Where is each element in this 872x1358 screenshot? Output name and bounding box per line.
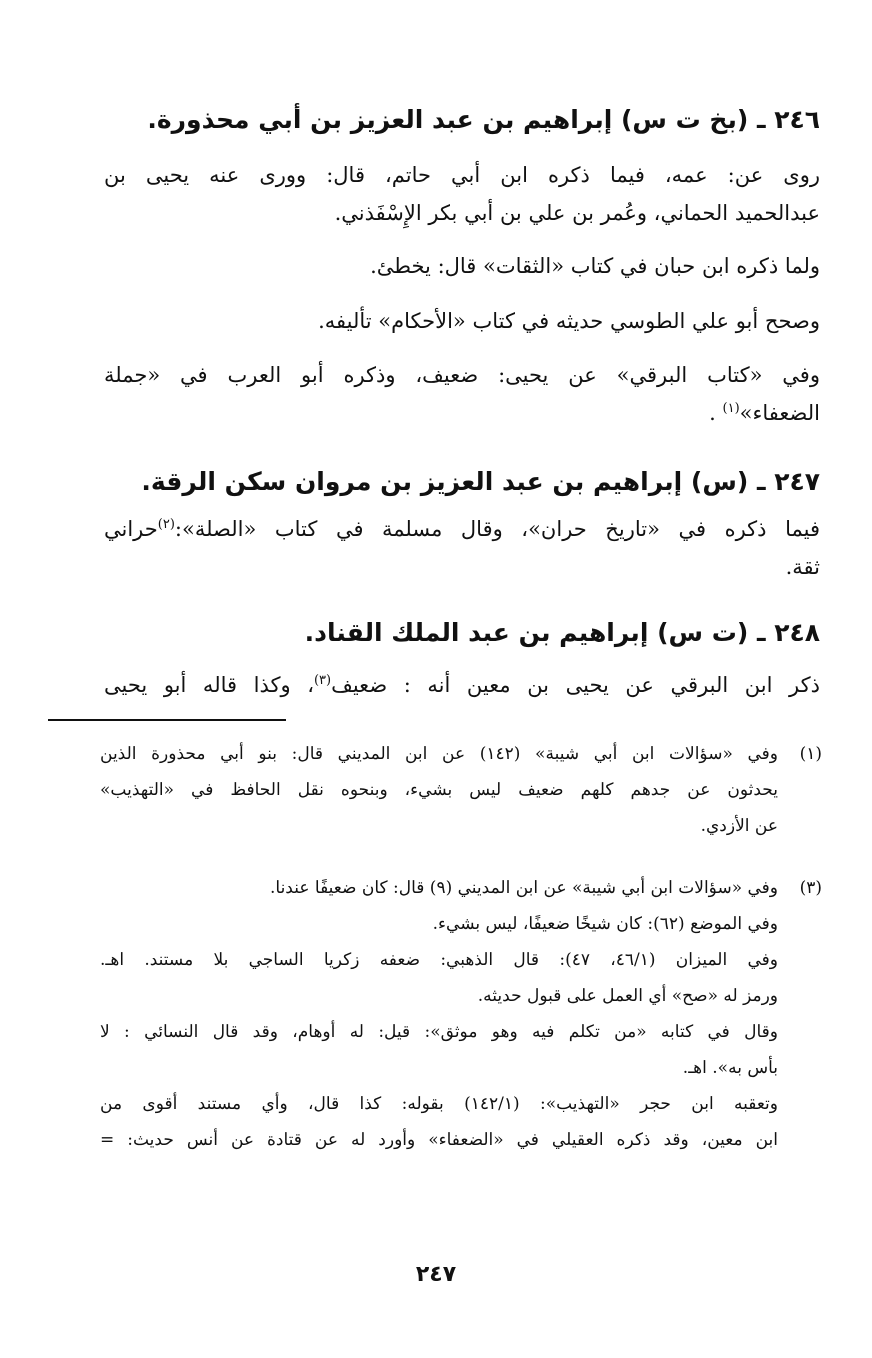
text-line: عبدالحميد الحماني، وعُمر بن علي بن أبي بكر الإِسْفَذني. xyxy=(334,201,820,225)
footnote-line: وفي الميزان (٤٦/١، ٤٧): قال الذهبي: ضعفه زكريا الساجي بلا مستند. اهـ. xyxy=(100,950,778,970)
text-line: روى عن: عمه، فيما ذكره ابن أبي حاتم، قال: وورى عنه يحيى بن xyxy=(104,163,820,187)
footnote-divider xyxy=(48,719,286,721)
footnote-1 xyxy=(100,736,822,844)
entry-246-paragraph-ibn-hibban xyxy=(104,247,820,285)
entry-246-paragraph-tusi xyxy=(104,302,820,340)
text-fragment: الضعفاء» xyxy=(739,401,820,425)
entry-246-paragraph-barqi xyxy=(104,356,820,432)
footnote-body xyxy=(100,870,778,1158)
text-line: ولما ذكره ابن حبان في كتاب «الثقات» قال: يخطئ. xyxy=(370,254,820,278)
text-line: وصحح أبو علي الطوسي حديثه في كتاب «الأحكام» تأليفه. xyxy=(318,309,820,333)
footnote-body xyxy=(100,736,778,844)
text-line xyxy=(104,394,820,432)
footnote-line: ابن معين، وقد ذكره العقيلي في «الضعفاء» وأورد له عن قتادة عن أنس حديث: = xyxy=(100,1130,778,1150)
text-fragment: فيما ذكره في «تاريخ حران»، وقال مسلمة في كتاب «الصلة»: xyxy=(174,517,820,541)
footnote-line: وتعقبه ابن حجر «التهذيب»: (١٤٢/١) بقوله: كذا قال، وأي مستند أقوى من xyxy=(100,1094,778,1114)
entry-246-paragraph-narrators xyxy=(104,156,820,232)
text-line xyxy=(104,666,820,704)
text-line: وفي «كتاب البرقي» عن يحيى: ضعيف، وذكره أبو العرب في «جملة xyxy=(104,363,820,387)
footnote-line: وفي «سؤالات ابن أبي شيبة» عن ابن المديني (٩) قال: كان ضعيفًا عندنا. xyxy=(269,878,778,898)
text-fragment: ، وكذا قاله أبو يحيى xyxy=(104,673,314,697)
entry-247-paragraph xyxy=(104,510,820,586)
footnote-line: يحدثون عن جدهم كلهم ضعيف ليس بشيء، وبنحوه نقل الحافظ في «التهذيب» xyxy=(100,780,778,800)
entry-title-246: ٢٤٦ ـ (بخ ت س) إبراهيم بن عبد العزيز بن أبي محذورة. xyxy=(147,105,820,134)
entry-title-247: ٢٤٧ ـ (س) إبراهيم بن عبد العزيز بن مروان سكن الرقة. xyxy=(141,467,820,496)
footnote-ref-2[interactable]: (٢) xyxy=(157,517,175,532)
text-line xyxy=(104,510,820,548)
footnote-ref-1[interactable]: (١) xyxy=(722,401,740,416)
text-line: ثقة. xyxy=(785,555,820,579)
text-fragment: . xyxy=(709,401,716,425)
footnote-line: وقال في كتابه «من تكلم فيه وهو موثق»: قيل: له أوهام، وقد قال النسائي : لا xyxy=(100,1022,778,1042)
footnote-line: وفي الموضع (٦٢): كان شيخًا ضعيفًا، ليس بشيء. xyxy=(432,914,778,934)
footnote-ref-3[interactable]: (٣) xyxy=(313,673,332,688)
footnote-line: بأس به». اهـ. xyxy=(682,1058,778,1078)
footnote-number: (٣) xyxy=(799,878,822,898)
footnote-line: ورمز له «صح» أي العمل على قبول حديثه. xyxy=(477,986,778,1006)
footnote-line: عن الأزدي. xyxy=(700,816,778,836)
entry-title-248: ٢٤٨ ـ (ت س) إبراهيم بن عبد الملك القناد. xyxy=(304,618,820,647)
footnote-number: (١) xyxy=(799,744,822,764)
page-number: ٢٤٧ xyxy=(415,1262,457,1287)
entry-248-paragraph xyxy=(104,666,820,704)
text-fragment: ذكر ابن البرقي عن يحيى بن معين أنه : ضعيف xyxy=(331,673,820,697)
footnote-line: وفي «سؤالات ابن أبي شيبة» (١٤٢) عن ابن المديني قال: بنو أبي محذورة الذين xyxy=(100,744,778,764)
footnote-3 xyxy=(100,870,822,1158)
text-fragment: حراني xyxy=(104,517,158,541)
